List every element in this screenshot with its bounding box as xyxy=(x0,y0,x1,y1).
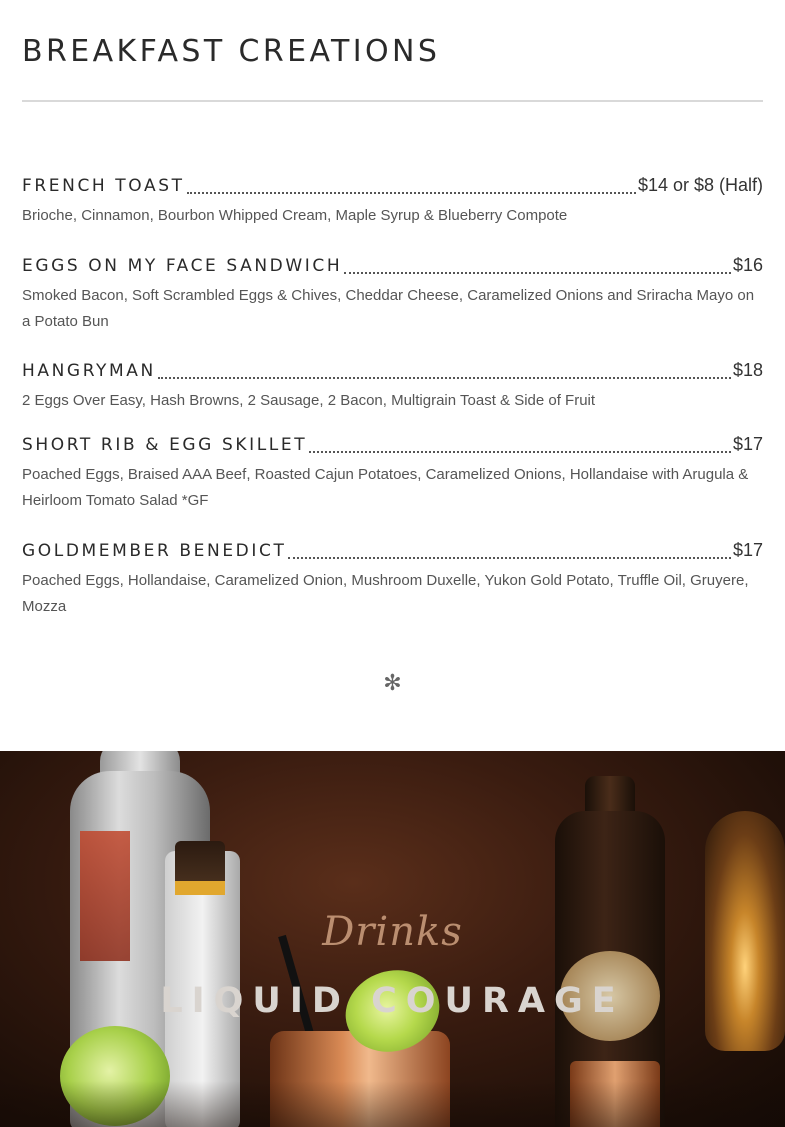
section-divider-rule xyxy=(22,100,763,102)
drinks-banner-image xyxy=(0,751,785,1127)
item-price: $17 xyxy=(732,540,763,560)
item-description: Poached Eggs, Braised AAA Beef, Roasted Cajun Potatoes, Caramelized Onions, Hollandaise with Arugula & Heirloom Tomato Salad *GF xyxy=(22,466,749,509)
item-name: EGGS ON MY FACE SANDWICH xyxy=(22,256,343,276)
asterisk-divider-icon: ✻ xyxy=(383,670,402,695)
item-name: SHORT RIB & EGG SKILLET xyxy=(22,435,308,455)
item-price: $18 xyxy=(732,360,763,380)
dot-leader xyxy=(344,270,731,274)
item-description: Brioche, Cinnamon, Bourbon Whipped Cream, Maple Syrup & Blueberry Compote xyxy=(22,207,568,224)
menu-item-goldmember-benedict xyxy=(22,540,763,620)
dot-leader xyxy=(187,190,636,194)
item-name: HANGRYMAN xyxy=(22,361,156,381)
item-price: $17 xyxy=(732,434,763,454)
item-description: Poached Eggs, Hollandaise, Caramelized Onion, Mushroom Duxelle, Yukon Gold Potato, Truffle Oil, Gruyere, Mozza xyxy=(22,572,749,615)
item-description: 2 Eggs Over Easy, Hash Browns, 2 Sausage, 2 Bacon, Multigrain Toast & Side of Fruit xyxy=(22,392,596,409)
drinks-section-title: LIQUID COURAGE xyxy=(160,981,625,1021)
item-price: $16 xyxy=(732,255,763,275)
menu-item-short-rib-skillet xyxy=(22,434,763,514)
menu-item-hangryman xyxy=(22,360,763,414)
section-title: BREAKFAST CREATIONS xyxy=(22,34,441,69)
table-shadow xyxy=(0,1081,785,1127)
item-name: FRENCH TOAST xyxy=(22,176,185,196)
dot-leader xyxy=(309,449,731,453)
item-description: Smoked Bacon, Soft Scrambled Eggs & Chives, Cheddar Cheese, Caramelized Onions and Sriracha Mayo on a Potato Bun xyxy=(22,287,755,330)
drinks-script-label: Drinks xyxy=(322,909,463,955)
dot-leader xyxy=(288,555,731,559)
item-price: $14 or $8 (Half) xyxy=(637,175,763,195)
menu-item-french-toast xyxy=(22,175,763,229)
bottle-band-shape xyxy=(175,881,225,895)
item-name: GOLDMEMBER BENEDICT xyxy=(22,541,287,561)
dot-leader xyxy=(158,375,731,379)
menu-item-eggs-on-my-face xyxy=(22,255,763,335)
